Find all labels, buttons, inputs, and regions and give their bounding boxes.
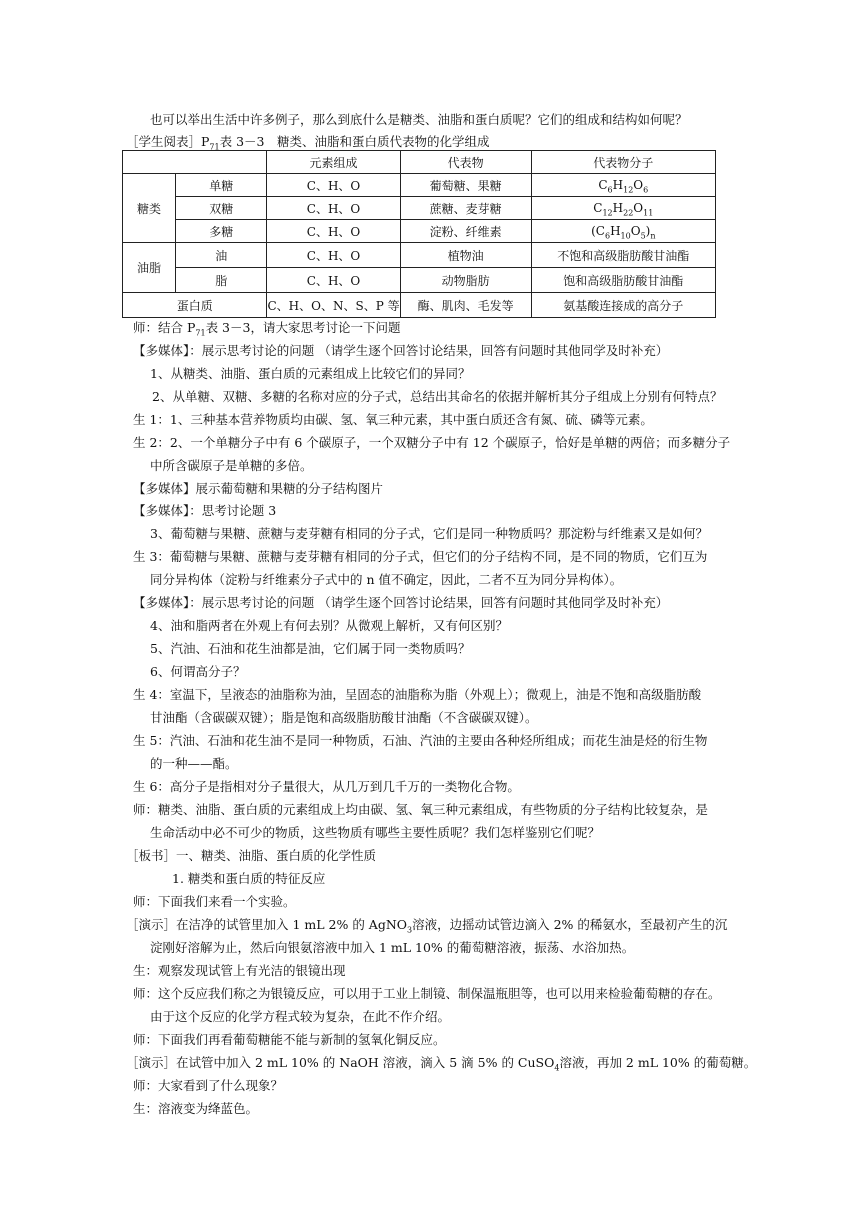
student-line: 生 4：室温下，呈液态的油脂称为油，呈固态的油脂称为脂（外观上）；微观上，油是不饱和高级脂肪酸 xyxy=(133,687,702,702)
formula-sub: n xyxy=(650,231,656,241)
teacher-text-rest: 表 3－3，请大家思考讨论一下问题 xyxy=(205,320,401,335)
row-formula xyxy=(531,197,715,220)
student-line: 生 3：葡萄糖与果糖、蔗糖与麦芽糖有相同的分子式，但它们的分子结构不同，是不同的物质，它们互为 xyxy=(133,549,708,564)
formula-part: H xyxy=(610,224,621,238)
multimedia-line: 【多媒体】：展示思考讨论的问题 （请学生逐个回答讨论结果，回答有问题时其他同学及时补充） xyxy=(133,595,669,610)
row-formula: 饱和高级脂肪酸甘油酯 xyxy=(531,268,715,293)
student-line: 生 6：高分子是指相对分子量很大，从几万到几千万的一类物化合物。 xyxy=(133,779,520,794)
row-example: 动物脂肪 xyxy=(400,268,531,293)
teacher-line: 师：这个反应我们称之为银镜反应，可以用于工业上制镜、制保温瓶胆等，也可以用来检验葡萄糖的存在。 xyxy=(133,986,721,1001)
group-label-sugar: 糖类 xyxy=(123,174,176,243)
formula-part: (C xyxy=(591,224,605,238)
formula-sub: 5 xyxy=(640,231,646,241)
row-formula: 不饱和高级脂肪酸甘油酯 xyxy=(531,243,715,268)
teacher-line xyxy=(133,320,400,336)
header-blank xyxy=(123,151,267,174)
demo-subscript: 4 xyxy=(554,1063,560,1073)
teacher-text: 师：结合 P xyxy=(133,320,196,335)
teacher-line: 师：下面我们来看一个实验。 xyxy=(133,894,296,909)
table-row xyxy=(123,268,716,293)
question-line: 4、油和脂两者在外观上有何去别？从微观上解析，又有何区别？ xyxy=(150,618,508,633)
table-row xyxy=(123,220,716,243)
teacher-line: 师：大家看到了什么现象？ xyxy=(133,1078,284,1093)
formula-part: O xyxy=(633,178,644,192)
demo-text: ［演示］在洁净的试管里加入 1 mL 2% 的 AgNO xyxy=(126,917,408,932)
formula-sub: 12 xyxy=(602,208,613,218)
row-example: 蔗糖、麦芽糖 xyxy=(400,197,531,220)
formula-sub: 6 xyxy=(643,185,649,195)
teacher-line-cont: 生命活动中必不可少的物质，这些物质有哪些主要性质呢？我们怎样鉴别它们呢？ xyxy=(150,825,601,840)
caption-subscript: 71 xyxy=(209,142,220,152)
formula-part: O xyxy=(630,224,641,238)
formula-sub: 6 xyxy=(607,185,613,195)
student-line: 生 5：汽油、石油和花生油不是同一种物质，石油、汽油的主要由各种烃所组成；而花生油是烃的衍生物 xyxy=(133,733,708,748)
row-name: 多糖 xyxy=(176,220,267,243)
demo-text-rest: 溶液，边摇动试管边滴入 2% 的稀氨水，至最初产生的沉 xyxy=(412,917,728,932)
student-line: 生 2：2、一个单糖分子中有 6 个碳原子，一个双糖分子中有 12 个碳原子，恰好是单糖的两倍；而多糖分子 xyxy=(133,435,731,450)
formula-part: C xyxy=(593,201,603,215)
header-cell: 元素组成 xyxy=(267,151,400,174)
demo-text-rest: 溶液，再加 2 mL 10% 的葡萄糖。 xyxy=(559,1055,757,1070)
protein-label: 蛋白质 xyxy=(123,293,267,318)
blackboard-subheading: 1. 糖类和蛋白质的特征反应 xyxy=(172,871,326,886)
question-line: 1、从糖类、油脂、蛋白质的元素组成上比较它们的异同？ xyxy=(150,366,471,381)
table-header-row xyxy=(123,151,716,174)
formula-sub: 6 xyxy=(604,231,611,241)
demo-text: ［演示］在试管中加入 2 mL 10% 的 NaOH 溶液，滴入 5 滴 5% 的 CuSO xyxy=(126,1055,555,1070)
table-row xyxy=(123,174,716,197)
demo-line-cont: 淀刚好溶解为止，然后向银氨溶液中加入 1 mL 10% 的葡萄糖溶液，振荡、水浴加热。 xyxy=(150,940,635,955)
blackboard-line: ［板书］一、糖类、油脂、蛋白质的化学性质 xyxy=(126,848,377,863)
teacher-line: 师：下面我们再看葡萄糖能不能与新制的氢氧化铜反应。 xyxy=(133,1032,446,1047)
multimedia-line: 【多媒体】：思考讨论题 3 xyxy=(133,503,277,518)
formula-part: H xyxy=(612,178,624,192)
formula-part: H xyxy=(612,201,624,215)
formula-part: O xyxy=(633,201,644,215)
student-line-cont: 甘油酯（含碳碳双键）；脂是饱和高级脂肪酸甘油酯（不含碳碳双键）。 xyxy=(150,710,538,725)
question-line: 2、从单糖、双糖、多糖的名称对应的分子式，总结出其命名的依据并解析其分子组成上分别有何特点？ xyxy=(152,389,723,404)
row-elements: C、H、O xyxy=(267,220,400,243)
row-example: 葡萄糖、果糖 xyxy=(400,174,531,197)
teacher-subscript: 71 xyxy=(195,328,206,338)
row-elements: C、H、O、N、S、P 等 xyxy=(267,293,400,318)
row-example: 酶、肌肉、毛发等 xyxy=(400,293,531,318)
table-caption xyxy=(126,134,490,150)
row-name: 脂 xyxy=(176,268,267,293)
row-formula xyxy=(531,220,715,243)
row-elements: C、H、O xyxy=(267,197,400,220)
student-line: 生 1：1、三种基本营养物质均由碳、氢、氧三种元素，其中蛋白质还含有氮、硫、磷等元素。 xyxy=(133,412,653,427)
composition-table xyxy=(122,150,716,318)
formula-part: ) xyxy=(645,224,651,238)
question-line: 5、汽油、石油和花生油都是油，它们属于同一类物质吗？ xyxy=(150,641,471,656)
student-line-cont: 的一种——酯。 xyxy=(150,756,238,771)
caption-text-rest: 表 3－3 糖类、油脂和蛋白质代表物的化学组成 xyxy=(219,134,490,149)
row-elements: C、H、O xyxy=(267,268,400,293)
row-elements: C、H、O xyxy=(267,174,400,197)
header-cell: 代表物 xyxy=(400,151,531,174)
table-row xyxy=(123,197,716,220)
header-cell: 代表物分子 xyxy=(531,151,715,174)
group-label-fat: 油脂 xyxy=(123,243,176,293)
question-line: 3、葡萄糖与果糖、蔗糖与麦芽糖有相同的分子式，它们是同一种物质吗？那淀粉与纤维素又是如何？ xyxy=(150,526,708,541)
demo-line xyxy=(126,917,727,933)
formula-sub: 10 xyxy=(620,231,631,241)
multimedia-line: 【多媒体】：展示思考讨论的问题 （请学生逐个回答讨论结果，回答有问题时其他同学及时补充） xyxy=(133,343,669,358)
student-line: 生：观察发现试管上有光洁的银镜出现 xyxy=(133,963,346,978)
intro-paragraph: 也可以举出生活中许多例子，那么到底什么是糖类、油脂和蛋白质呢？它们的组成和结构如何呢？ xyxy=(150,112,688,127)
table-row xyxy=(123,243,716,268)
demo-line xyxy=(126,1055,756,1071)
teacher-line-cont: 由于这个反应的化学方程式较为复杂，在此不作介绍。 xyxy=(150,1009,451,1024)
student-line-cont: 中所含碳原子是单糖的多倍。 xyxy=(150,458,313,473)
formula-sub: 22 xyxy=(623,208,634,218)
row-formula xyxy=(531,174,715,197)
student-line-cont: 同分异构体（淀粉与纤维素分子式中的 n 值不确定，因此，二者不互为同分异构体）。 xyxy=(150,572,623,587)
student-line: 生：溶液变为绛蓝色。 xyxy=(133,1101,259,1116)
row-example: 淀粉、纤维素 xyxy=(400,220,531,243)
demo-subscript: 3 xyxy=(407,925,413,935)
caption-text: ［学生阅表］P xyxy=(126,134,210,149)
question-line: 6、何谓高分子？ xyxy=(150,664,246,679)
table-row xyxy=(123,293,716,318)
row-name: 单糖 xyxy=(176,174,267,197)
row-example: 植物油 xyxy=(400,243,531,268)
row-formula: 氨基酸连接成的高分子 xyxy=(531,293,715,318)
row-name: 双糖 xyxy=(176,197,267,220)
teacher-line: 师：糖类、油脂、蛋白质的元素组成上均由碳、氢、氧三种元素组成，有些物质的分子结构比较复杂，是 xyxy=(133,802,709,817)
row-name: 油 xyxy=(176,243,267,268)
formula-sub: 11 xyxy=(643,208,654,218)
row-elements: C、H、O xyxy=(267,243,400,268)
formula-sub: 12 xyxy=(623,185,634,195)
multimedia-line: 【多媒体】展示葡萄糖和果糖的分子结构图片 xyxy=(133,481,384,496)
formula-part: C xyxy=(598,178,608,192)
